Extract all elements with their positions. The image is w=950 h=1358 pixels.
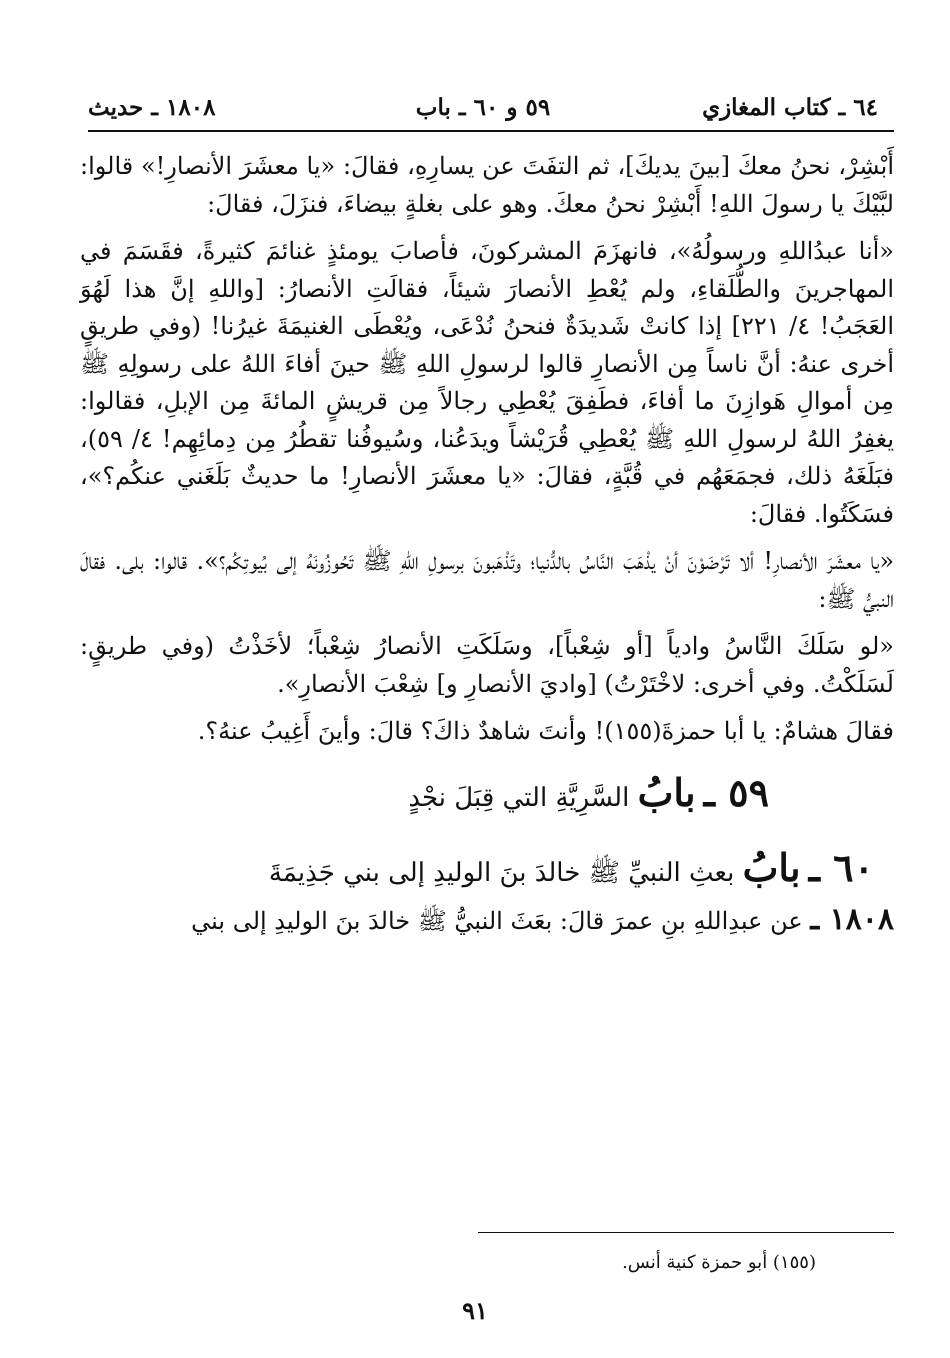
running-header — [88, 88, 878, 128]
paragraph-5: فقالَ هشامٌ: يا أبا حمزةَ(١٥٥)! وأنتَ شاهدٌ ذاكَ؟ قالَ: وأينَ أَغِيبُ عنهُ؟. — [197, 717, 894, 745]
chapter-59-number: ٥٩ ـ — [703, 769, 769, 815]
footnote-rule — [478, 1232, 894, 1233]
chapter-59-title: السَّرِيَّةِ التي قِبَلَ نجْدٍ — [408, 782, 630, 813]
header-rule — [88, 130, 894, 132]
chapter-60-heading — [80, 840, 894, 901]
page-number: ٩١ — [462, 1296, 488, 1325]
chapter-60-number: ٦٠ ـ — [808, 844, 874, 890]
header-chapter-range: ٥٩ و ٦٠ ـ باب — [415, 94, 551, 121]
paragraph-3: «يا معشَرَ الأنصارِ! ألا تَرْضَوْنَ أنْ يذْهَبَ النَّاسُ بالدُّنيا؛ وتَذْهَبونَ برسولِ اللهِ ﷺ تَحُوزُونَهُ إلى بُيوتِكُم؟». قالوا: بلى. فقالَ النبيُّ ﷺ: — [80, 547, 894, 613]
hadith-number: ١٨٠٨ ـ — [810, 901, 894, 937]
chapter-60-title: بعثِ النبيِّ ﷺ خالدَ بنَ الوليدِ إلى بني جَذِيمَةَ — [268, 857, 735, 888]
main-text — [80, 148, 894, 950]
paragraph-4: «لو سَلَكَ النَّاسُ وادياً [أو شِعْباً]، وسَلَكَتِ الأنصارُ شِعْباً؛ لأخَذْتُ (وفي طريقٍ: لَسَلَكْتُ. وفي أخرى: لاخْتَرْتُ) [واديَ الأنصارِ و] شِعْبَ الأنصارِ». — [80, 632, 894, 698]
header-hadith-number: ١٨٠٨ ـ حديث — [88, 94, 216, 121]
header-book-title: ٦٤ ـ كتاب المغازي — [702, 94, 878, 121]
paragraph-2: «أنا عبدُاللهِ ورسولُهُ»، فانهزَمَ المشركونَ، فأصابَ يومئذٍ غنائمَ كثيرةً، فقَسَمَ في المهاجرينَ والطُّلَقاءِ، ولم يُعْطِ الأنصارَ شيئاً، فقالَتِ الأنصارُ: [واللهِ إنَّ هذا لَهُوَ العَجَبُ! ٤/ ٢٢١] إذا كانتْ شَديدَةٌ فنحنُ نُدْعَى، ويُعْطَى الغنيمَةَ غيرُنا! (وفي طريقٍ أخرى عنهُ: أنَّ ناساً مِن الأنصارِ قالوا لرسولِ اللهِ ﷺ حينَ أفاءَ اللهُ على رسولِهِ ﷺ مِن أموالِ هَوازِنَ ما أفاءَ، فطَفِقَ يُعْطِي رجالاً مِن قريشٍ المائةَ مِن الإبلِ، فقالوا: يغفِرُ اللهُ لرسولِ اللهِ ﷺ يُعْطِي قُرَيْشاً ويدَعُنا، وسُيوفُنا تقطُرُ مِن دِمائِهِم! ٤/ ٥٩)، فبَلَغَهُ ذلك، فجمَعَهُم في قُبَّةٍ، فقالَ: «يا معشَرَ الأنصارِ! ما حديثٌ بَلَغَني عنكُم؟»، فسَكَتُوا. فقالَ: — [80, 237, 895, 528]
hadith-1808 — [80, 901, 894, 941]
footnote-155: (١٥٥) أبو حمزة كنية أنس. — [622, 1252, 816, 1273]
chapter-60-bab: بابُ — [742, 844, 801, 890]
chapter-59-bab: بابُ — [637, 769, 696, 815]
hadith-text: عن عبدِاللهِ بنِ عمرَ قالَ: بعَثَ النبيُّ ﷺ خالدَ بنَ الوليدِ إلى بني — [191, 906, 803, 935]
paragraph-1: أَبْشِرْ، نحنُ معكَ [بينَ يديكَ]، ثم التفَتَ عن يسارِهِ، فقالَ: «يا معشَرَ الأنصارِ!» قالوا: لبَّيْكَ يا رسولَ اللهِ! أَبْشِرْ نحنُ معكَ. وهو على بغلةٍ بيضاءَ، فنزَلَ، فقالَ: — [80, 152, 894, 218]
chapter-59-heading — [80, 765, 894, 826]
